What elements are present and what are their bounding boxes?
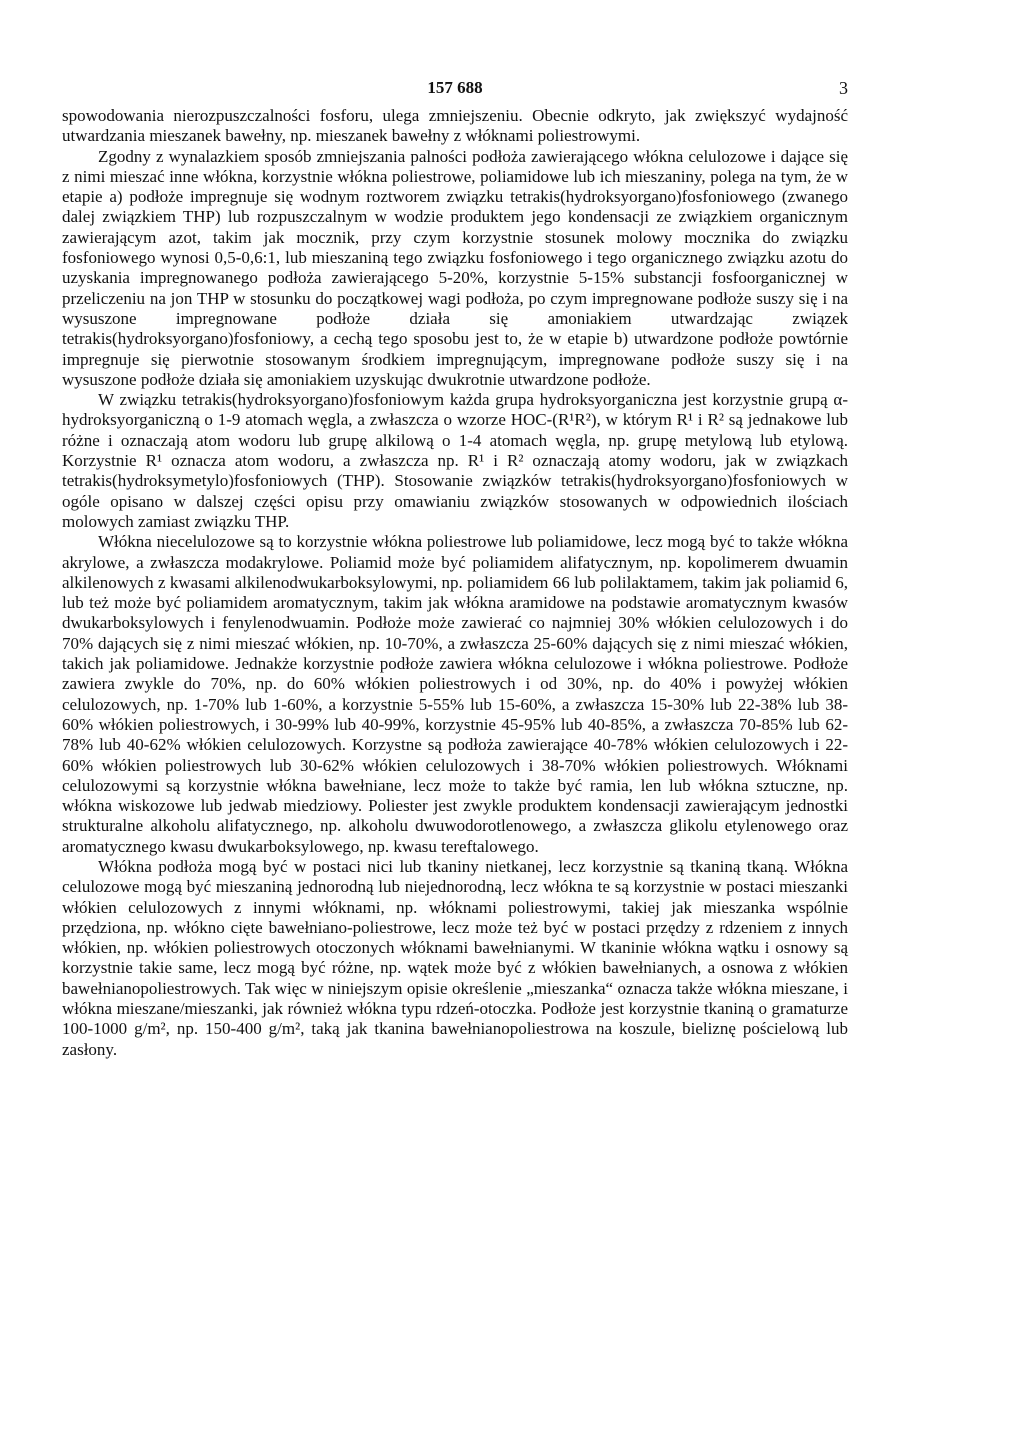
paragraph-fibres: Włókna niecelulozowe są to korzystnie włókna poliestrowe lub poliamidowe, lecz mogą być to także włókna akrylowe, a zwłaszcza modakrylowe. Poliamid może być poliamidem alifatycznym, np. kopolimerem dwuamin alkilenowych z kwasami alkilenodwukarboksylowymi, np. poliamidem 66 lub polilaktamem, takim jak poliamid 6, lub też może być poliamidem aromatycznym, takim jak włókna aramidowe na podstawie aromatycznym kwasów dwukarboksylowych i fenylenodwuamin. Podłoże może zawierać co najmniej 30% włókien celulozowych i do 70% dających się z nimi mieszać włókien, np. 10-70%, a zwłaszcza 25-60% dających się z nimi mieszać włókien, takich jak poliamidowe. Jednakże korzystnie podłoże zawiera włókna celulozowe i włókna poliestrowe. Podłoże zawiera zwykle do 70%, np. do 60% włókien poliestrowych i od 30%, np. do 40% i powyżej włókien celulozowych, np. 1-70% lub 1-60%, a korzystnie 5-55% lub 15-60%, a zwłaszcza 15-30% lub 22-38% lub 38-60% włókien poliestrowych, i 30-99% lub 40-99%, korzystnie 45-95% lub 40-85%, a zwłaszcza 70-85% lub 62-78% lub 40-62% włókien celulozowych. Korzystne są podłoża zawierające 40-78% włókien celulozowych i 22-60% włókien poliestrowych lub 30-62% włókien celulozowych i 38-70% włókien poliestrowych. Włóknami celulozowymi są korzystnie włókna bawełniane, lecz może to także być ramia, len lub włókna sztuczne, np. włókna wiskozowe lub jedwab miedziowy. Poliester jest zwykle produktem kondensacji zawierającym jednostki strukturalne alkoholu alifatycznego, np. alkoholu dwuwodorotlenowego, a zwłaszcza glikolu etylenowego oraz aromatycznego kwasu dwukarboksylowego, np. kwasu tereftalowego. (62, 532, 848, 856)
patent-number: 157 688 (427, 78, 483, 97)
paragraph-continuation: spowodowania nierozpuszczalności fosforu, ulega zmniejszeniu. Obecnie odkryto, jak zwiększyć wydajność utwardzania mieszanek bawełny, np. mieszanek bawełny z włóknami poliestrowymi. (62, 106, 848, 146)
page-number: 3 (839, 78, 848, 98)
body-text (62, 106, 848, 1060)
paragraph-thp-compound: W związku tetrakis(hydroksyorgano)fosfoniowym każda grupa hydroksyorganiczna jest korzystnie grupą α-hydroksyorganiczną o 1-9 atomach węgla, a zwłaszcza o wzorze HOC-(R¹R²), w którym R¹ i R² są jednakowe lub różne i oznaczają atom wodoru lub grupę alkilową o 1-4 atomach węgla, np. grupę metylową lub etylową. Korzystnie R¹ oznacza atom wodoru, a zwłaszcza np. R¹ i R² oznaczają atomy wodoru, jak w związkach tetrakis(hydroksymetylo)fosfoniowych (THP). Stosowanie związków tetrakis(hydroksyorgano)fosfoniowych w ogóle opisano w dalszej części opisu przy omawianiu związków stosowanych w odpowiednich ilościach molowych zamiast związku THP. (62, 390, 848, 531)
paragraph-method: Zgodny z wynalazkiem sposób zmniejszania palności podłoża zawierającego włókna celulozowe i dające się z nimi mieszać inne włókna, korzystnie włókna poliestrowe, poliamidowe lub ich mieszaniny, polega na tym, że w etapie a) podłoże impregnuje się wodnym roztworem związku tetrakis(hydroksyorgano)fosfoniowego (zwanego dalej związkiem THP) lub rozpuszczalnym w wodzie produktem jego kondensacji ze związkiem organicznym zawierającym azot, takim jak mocznik, przy czym korzystnie stosunek molowy mocznika do związku fosfoniowego wynosi 0,5-0,6:1, lub mieszaniną tego związku fosfoniowego i tego organicznego związku azotu do uzyskania impregnowanego podłoża zawierającego 5-20%, korzystnie 5-15% substancji fosfoorganicznej w przeliczeniu na jon THP w stosunku do początkowej wagi podłoża, po czym impregnowane podłoże suszy się i na wysuszone impregnowane podłoże działa się amoniakiem utwardzając związek tetrakis(hydroksyorgano)fosfoniowy, a cechą tego sposobu jest to, że w etapie b) utwardzone podłoże powtórnie impregnuje się pierwotnie stosowanym środkiem impregnującym, impregnowane podłoże suszy się i na wysuszone podłoże działa się amoniakiem uzyskując dwukrotnie utwardzone podłoże. (62, 146, 848, 389)
document-page (62, 78, 848, 1060)
page-header (62, 78, 848, 106)
paragraph-fabric: Włókna podłoża mogą być w postaci nici lub tkaniny nietkanej, lecz korzystnie są tkaniną tkaną. Włókna celulozowe mogą być mieszaniną jednorodną lub niejednorodną, lecz włókna te są korzystnie w postaci mieszanki włókien celulozowych z innymi włóknami, np. włóknami poliestrowymi, takiej jak mieszanka wspólnie przędziona, np. włókno cięte bawełniano-poliestrowe, lecz może też być w postaci przędzy z rdzeniem z innych włókien, np. włókien poliestrowych otoczonych włóknami bawełnianymi. W tkaninie włókna wątku i osnowy są korzystnie takie same, lecz mogą być różne, np. wątek może być z włókien bawełnianych, a osnowa z włókien bawełnianopoliestrowych. Tak więc w niniejszym opisie określenie „mieszanka“ oznacza także włókna mieszane, i włókna mieszane/mieszanki, jak również włókna typu rdzeń-otoczka. Podłoże jest korzystnie tkaniną o gramaturze 100-1000 g/m², np. 150-400 g/m², taką jak tkanina bawełnianopoliestrowa na koszule, bieliznę pościelową lub zasłony. (62, 856, 848, 1059)
